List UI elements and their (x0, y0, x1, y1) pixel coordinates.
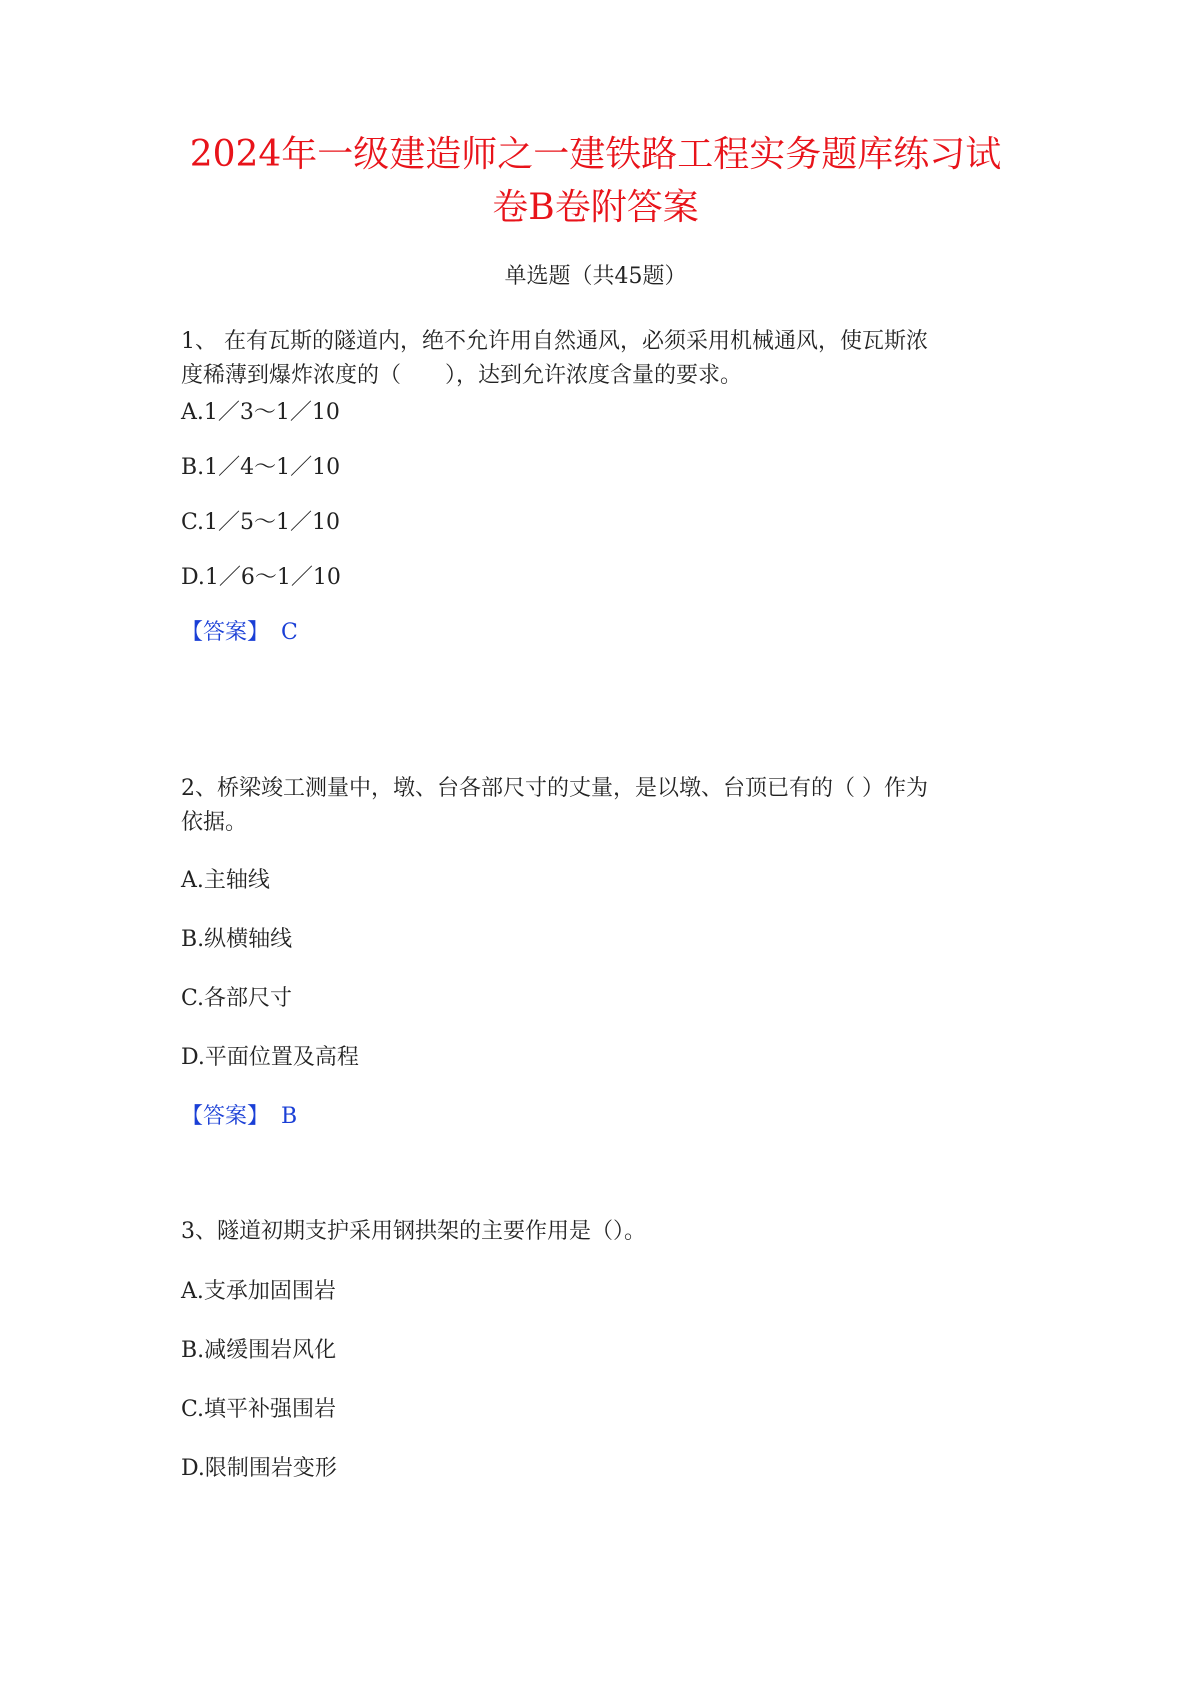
question-1-answer-value: C (281, 620, 298, 645)
question-2-stem-line-2: 依据。 (181, 810, 248, 835)
document-title (150, 128, 1041, 234)
question-2-option-d: D.平面位置及高程 (181, 1045, 359, 1070)
question-2-option-a: A.主轴线 (181, 868, 270, 893)
question-1-option-c: C.1／5～1／10 (181, 510, 341, 535)
question-1-stem (181, 325, 1011, 393)
question-1-stem-line-1: 1、 在有瓦斯的隧道内，绝不允许用自然通风，必须采用机械通风，使瓦斯浓 (181, 329, 928, 354)
question-1-option-d: D.1／6～1／10 (181, 565, 341, 590)
question-1-answer-label: 【答案】 (181, 620, 270, 645)
question-2-answer-label: 【答案】 (181, 1104, 270, 1129)
question-3-option-d: D.限制围岩变形 (181, 1456, 337, 1481)
question-2-option-c: C.各部尺寸 (181, 986, 293, 1011)
question-1-option-a: A.1／3～1／10 (181, 400, 340, 425)
question-1-option-b: B.1／4～1／10 (181, 455, 341, 480)
question-3-stem (181, 1215, 1011, 1249)
question-2-answer-value: B (281, 1104, 298, 1129)
title-line-2: 卷B卷附答案 (492, 187, 699, 228)
question-3-option-a: A.支承加固围岩 (181, 1279, 336, 1304)
question-2-stem-line-1: 2、桥梁竣工测量中，墩、台各部尺寸的丈量，是以墩、台顶已有的（ ）作为 (181, 776, 928, 801)
question-2-stem (181, 772, 1011, 840)
question-3-option-b: B.减缓围岩风化 (181, 1338, 337, 1363)
title-line-1: 2024年一级建造师之一建铁路工程实务题库练习试 (189, 134, 1002, 175)
question-3-stem-line-1: 3、隧道初期支护采用钢拱架的主要作用是（）。 (181, 1219, 646, 1244)
question-1-stem-line-2: 度稀薄到爆炸浓度的（ ），达到允许浓度含量的要求。 (181, 363, 743, 388)
question-2-option-b: B.纵横轴线 (181, 927, 293, 952)
question-1-answer (181, 616, 298, 650)
question-3-option-c: C.填平补强围岩 (181, 1397, 337, 1422)
question-2-answer (181, 1100, 297, 1134)
section-heading: 单选题（共45题） (504, 264, 687, 289)
